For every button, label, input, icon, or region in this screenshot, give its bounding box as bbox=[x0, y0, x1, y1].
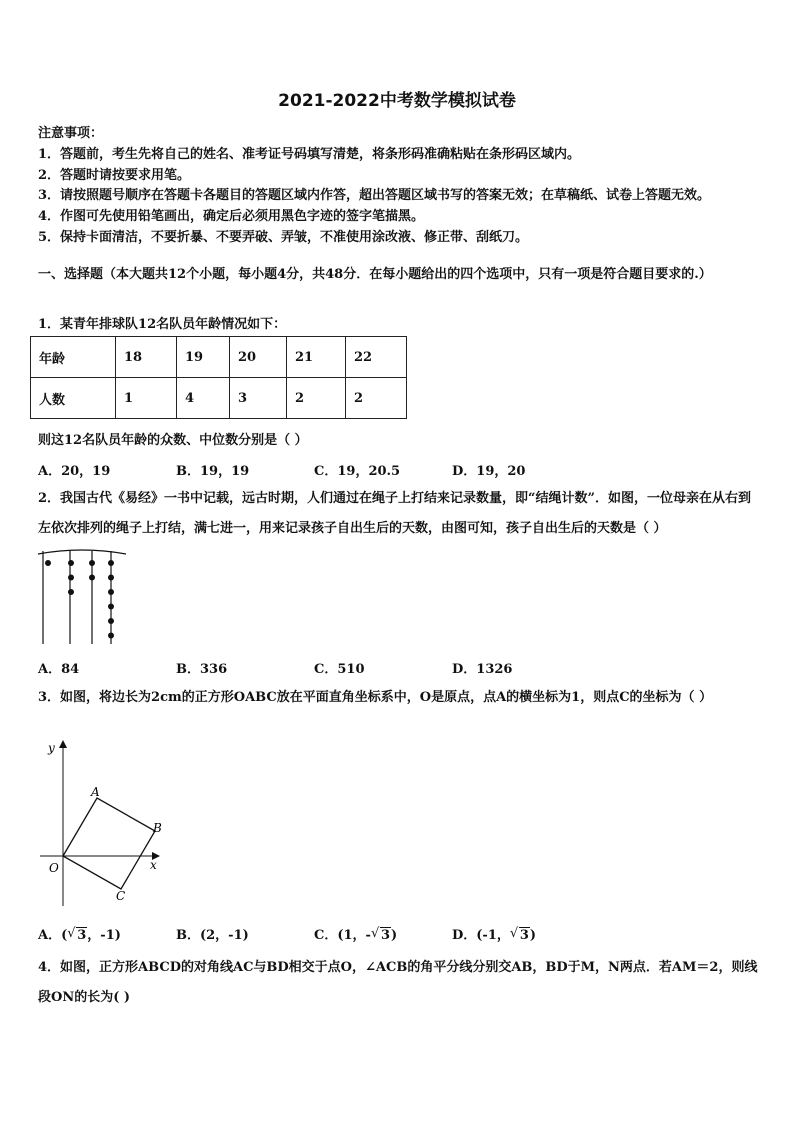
table-cell: 4 bbox=[177, 378, 230, 419]
table-cell: 人数 bbox=[31, 378, 116, 419]
q3-stem: 3．如图，将边长为2cm的正方形OABC放在平面直角坐标系中，O是原点，点A的横坐标为1，则点C的坐标为（ ） bbox=[38, 690, 713, 705]
option-text: A．( bbox=[38, 928, 68, 943]
rope-knot bbox=[45, 560, 51, 566]
q2-option-c: C．510 bbox=[314, 662, 365, 677]
sqrt-symbol: √ 3 bbox=[67, 926, 87, 943]
rope-knot bbox=[68, 575, 74, 581]
q2-option-d: D．1326 bbox=[452, 662, 513, 677]
sqrt-symbol: √ 3 bbox=[509, 926, 529, 943]
note-item: 4．作图可先使用铅笔画出，确定后必须用黑色字迹的签字笔描黑。 bbox=[38, 209, 425, 224]
axis-label-y: y bbox=[48, 741, 55, 755]
page-title: 2021-2022中考数学模拟试卷 bbox=[278, 91, 516, 111]
note-item: 3．请按照题号顺序在答题卡各题目的答题区域内作答，超出答题区域书写的答案无效；在草稿纸、试卷上答题无效。 bbox=[38, 188, 711, 203]
point-label-o: O bbox=[49, 861, 59, 875]
option-text: D．(-1， bbox=[452, 928, 510, 943]
rope-knot bbox=[108, 575, 114, 581]
q1-option-d: D．19，20 bbox=[452, 464, 526, 479]
notes-heading: 注意事项： bbox=[38, 126, 104, 141]
q3-option-b: B．(2，-1) bbox=[176, 928, 249, 943]
table-cell: 3 bbox=[230, 378, 287, 419]
axis-label-x: x bbox=[150, 858, 157, 872]
table-cell: 2 bbox=[287, 378, 346, 419]
q1-stem: 1．某青年排球队12名队员年龄情况如下： bbox=[38, 317, 287, 332]
table-cell: 20 bbox=[230, 337, 287, 378]
table-cell: 19 bbox=[177, 337, 230, 378]
note-item: 2．答题时请按要求用笔。 bbox=[38, 168, 191, 183]
q2-stem: 2．我国古代《易经》一书中记载，远古时期，人们通过在绳子上打结来记录数量，即“结绳计数”．如图，一位母亲在从右到左依次排列的绳子上打结，满七进一，用来记录孩子自出生后的天数，由图可知，孩子自出生后的天数是（ ） bbox=[38, 491, 752, 536]
q3-option-d bbox=[452, 924, 536, 943]
section-heading: 一、选择题（本大题共12个小题，每小题4分，共48分．在每小题给出的四个选项中，只有一项是符合题目要求的.） bbox=[38, 267, 712, 282]
table-cell: 22 bbox=[346, 337, 407, 378]
rope-knot bbox=[89, 560, 95, 566]
rope-knot bbox=[108, 633, 114, 639]
option-text: ，-1) bbox=[87, 928, 121, 943]
q4-stem: 4．如图，正方形ABCD的对角线AC与BD相交于点O，∠ACB的角平分线分别交AB，BD于M，N两点．若AM＝2，则线段ON的长为( ) bbox=[38, 960, 758, 1005]
q1-option-b: B．19，19 bbox=[176, 464, 250, 479]
q1-option-a: A．20，19 bbox=[38, 464, 111, 479]
option-text: ) bbox=[391, 928, 398, 943]
point-label-a: A bbox=[91, 785, 100, 799]
radicand: 3 bbox=[380, 928, 390, 943]
radicand: 3 bbox=[77, 928, 87, 943]
rope-knot bbox=[108, 560, 114, 566]
age-table bbox=[30, 336, 407, 419]
option-text: C．(1，- bbox=[314, 928, 371, 943]
note-item: 1．答题前，考生先将自己的姓名、准考证号码填写清楚，将条形码准确粘贴在条形码区域内。 bbox=[38, 147, 581, 162]
option-text: ) bbox=[529, 928, 537, 943]
knot-rope-figure bbox=[36, 548, 128, 646]
q3-option-a bbox=[38, 924, 121, 943]
table-row bbox=[31, 337, 407, 378]
rope-knot bbox=[108, 589, 114, 595]
q1-question: 则这12名队员年龄的众数、中位数分别是（ ） bbox=[38, 433, 308, 448]
rope-knot bbox=[68, 589, 74, 595]
rope-knot bbox=[89, 575, 95, 581]
q2-option-a: A．84 bbox=[38, 662, 80, 677]
rope-knot bbox=[68, 560, 74, 566]
table-row bbox=[31, 378, 407, 419]
table-cell: 2 bbox=[346, 378, 407, 419]
table-cell: 18 bbox=[116, 337, 177, 378]
q1-option-c: C．19，20.5 bbox=[314, 464, 401, 479]
point-label-c: C bbox=[116, 889, 126, 903]
table-cell: 年龄 bbox=[31, 337, 116, 378]
q3-option-c bbox=[314, 924, 397, 943]
square-coordinate-figure bbox=[36, 738, 176, 910]
table-cell: 21 bbox=[287, 337, 346, 378]
table-cell: 1 bbox=[116, 378, 177, 419]
rope-knot bbox=[108, 618, 114, 624]
q2-option-b: B．336 bbox=[176, 662, 228, 677]
point-label-b: B bbox=[153, 821, 162, 835]
note-item: 5．保持卡面清洁，不要折暴、不要弄破、弄皱，不准使用涂改液、修正带、刮纸刀。 bbox=[38, 230, 529, 245]
radicand: 3 bbox=[519, 928, 529, 943]
sqrt-symbol: √ 3 bbox=[370, 926, 390, 943]
rope-knot bbox=[108, 604, 114, 610]
